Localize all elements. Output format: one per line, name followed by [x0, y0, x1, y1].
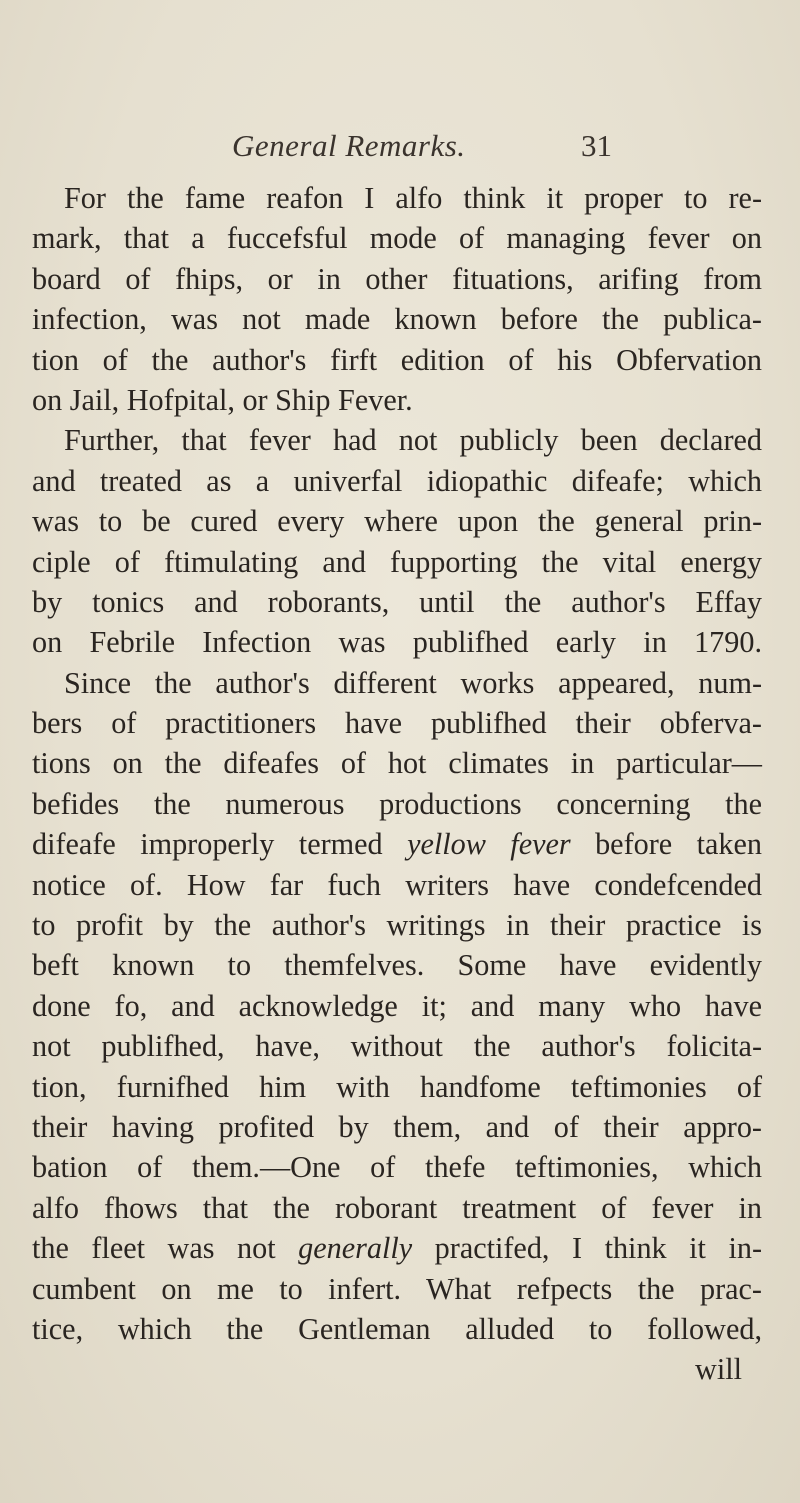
- text-line: tions on the difeafes of hot climates in particular—: [32, 746, 762, 781]
- text-line: alfo fhows that the roborant treatment of fever in: [32, 1190, 762, 1225]
- text-segment: the fleet was not: [32, 1231, 299, 1266]
- text-line: infection, was not made known before the publica-: [32, 302, 762, 337]
- text-line: done fo, and acknowledge it; and many who have: [32, 988, 762, 1023]
- text-line: bation of them.—One of thefe teftimonies, which: [32, 1150, 762, 1185]
- text-line: was to be cured every where upon the general prin-: [32, 504, 762, 539]
- text-line: tion of the author's firft edition of his Obfervation: [32, 342, 762, 377]
- text-line-with-italic: [32, 1228, 762, 1268]
- text-line: tice, which the Gentleman alluded to followed,: [32, 1311, 762, 1346]
- text-line: board of fhips, or in other fituations, arifing from: [32, 261, 762, 296]
- text-line: befides the numerous productions concerning the: [32, 786, 762, 821]
- text-line: and treated as a univerfal idiopathic difeafe; which: [32, 463, 762, 498]
- text-line: beft known to themfelves. Some have evidently: [32, 948, 762, 983]
- italic-phrase: yellow fever: [407, 827, 571, 862]
- text-line-with-italic: [32, 824, 762, 864]
- text-line: by tonics and roborants, until the author's Effay: [32, 584, 762, 619]
- running-head: [232, 128, 612, 168]
- text-line: cumbent on me to infert. What refpects the prac-: [32, 1271, 762, 1306]
- text-line: ciple of ftimulating and fupporting the vital energy: [32, 544, 762, 579]
- text-line: on Febrile Infection was publifhed early in 1790.: [32, 625, 762, 660]
- italic-phrase: generally: [298, 1231, 413, 1266]
- text-segment: before taken: [570, 827, 762, 862]
- text-line: bers of practitioners have publifhed their obferva-: [32, 706, 762, 741]
- text-line: mark, that a fuccefsful mode of managing fever on: [32, 221, 762, 256]
- text-line: their having profited by them, and of their appro-: [32, 1109, 762, 1144]
- text-line: For the fame reafon I alfo think it proper to re-: [64, 181, 762, 215]
- text-line: notice of. How far fuch writers have condefcended: [32, 867, 762, 902]
- text-line: Since the author's different works appeared, num-: [64, 665, 762, 700]
- body-text: [32, 178, 762, 1390]
- text-line: tion, furnifhed him with handfome teftimonies of: [32, 1069, 762, 1104]
- text-line: on Jail, Hofpital, or Ship Fever.: [32, 382, 413, 417]
- page-number: 31: [581, 128, 612, 163]
- text-line: not publifhed, have, without the author's folicita-: [32, 1029, 762, 1064]
- page-title: General Remarks.: [232, 128, 466, 163]
- catchword: will: [695, 1352, 742, 1387]
- text-line: Further, that fever had not publicly been declared: [64, 423, 762, 458]
- text-segment: difeafe improperly termed: [32, 827, 408, 862]
- text-segment: practifed, I think it in-: [412, 1231, 762, 1266]
- text-line: to profit by the author's writings in their practice is: [32, 908, 762, 943]
